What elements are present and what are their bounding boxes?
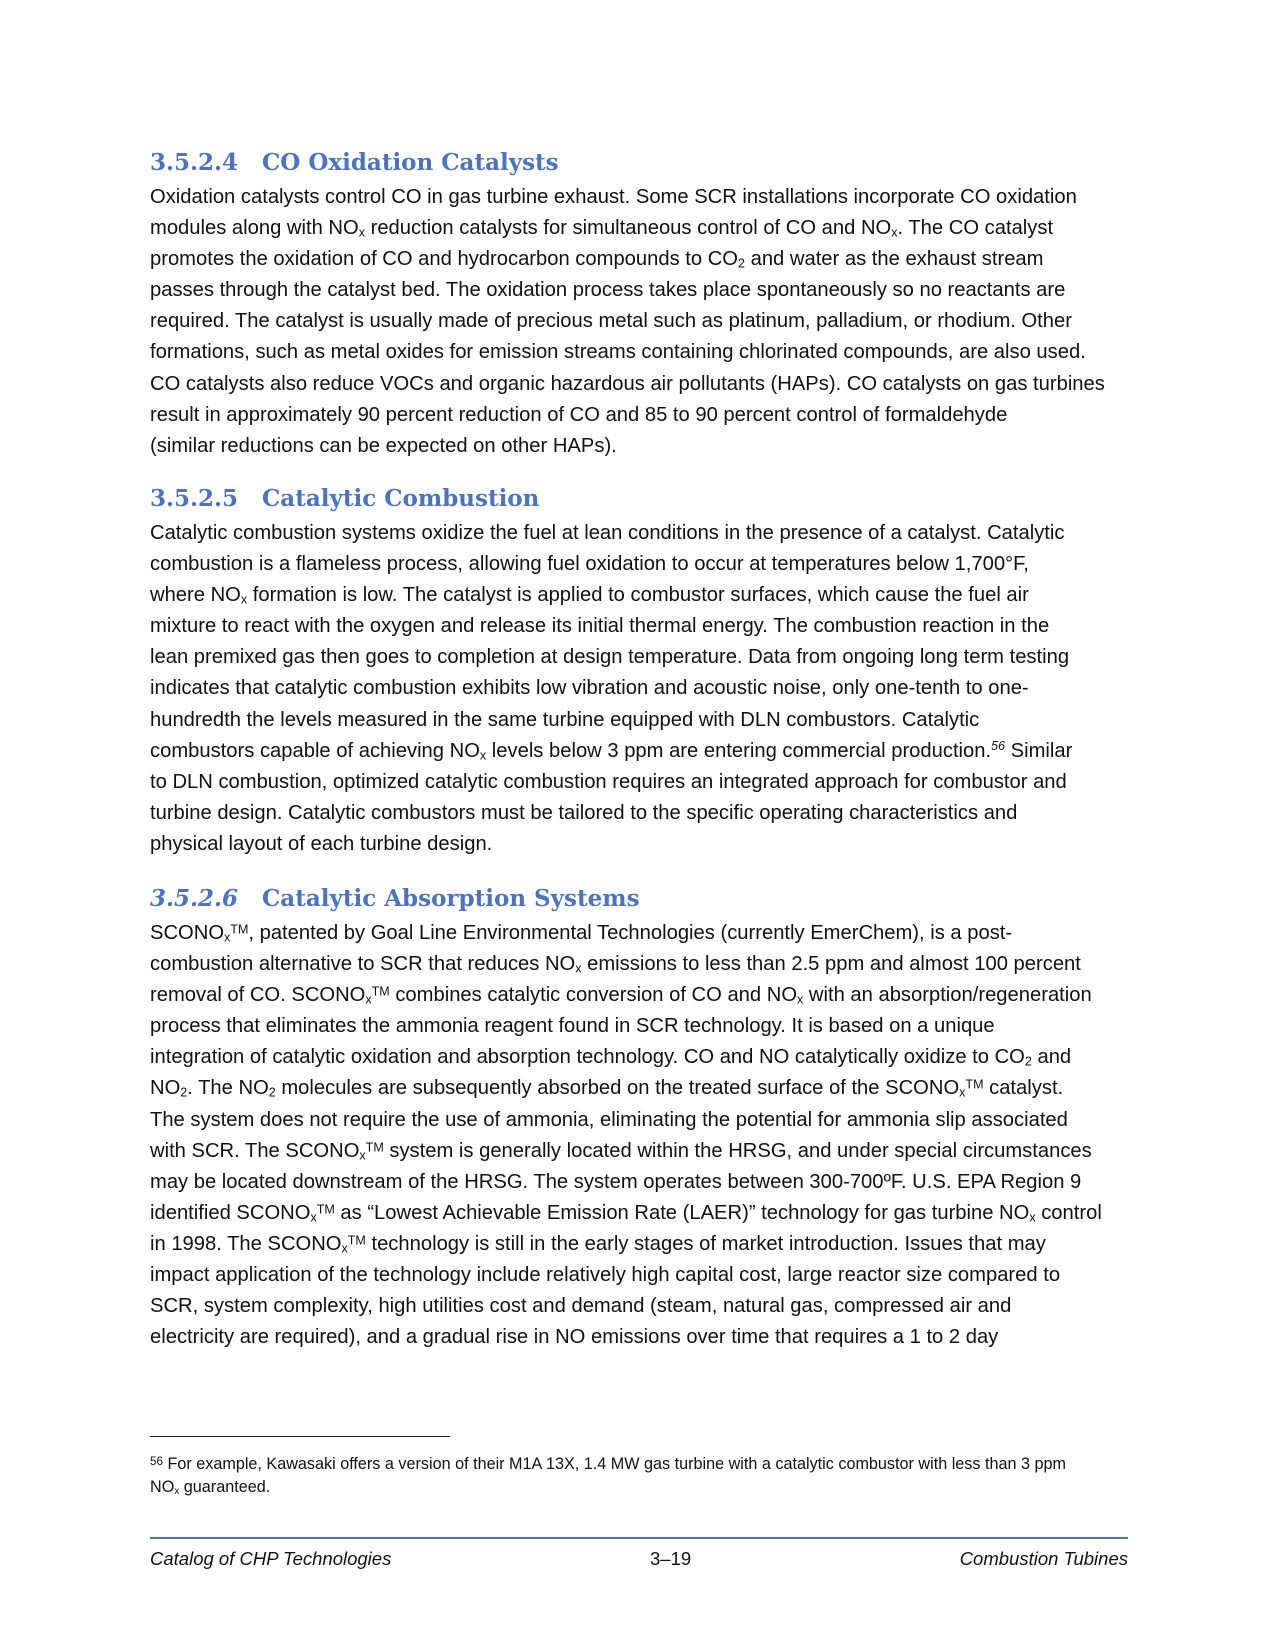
- paragraph-line: (similar reductions can be expected on other HAPs).: [150, 434, 617, 457]
- section-co-oxidation-catalysts: [150, 148, 1105, 462]
- section-catalytic-combustion: [150, 484, 1072, 860]
- footer-divider: [150, 1537, 1128, 1539]
- paragraph-line: hundredth the levels measured in the same turbine equipped with DLN combustors. Catalytic: [150, 708, 980, 731]
- paragraph-line: turbine design. Catalytic combustors must be tailored to the specific operating characteristics and: [150, 801, 1018, 824]
- paragraph-line: passes through the catalyst bed. The oxidation process takes place spontaneously so no reactants are: [150, 279, 1066, 302]
- footnote-number: 56: [150, 1455, 163, 1468]
- paragraph-line: mixture to react with the oxygen and release its initial thermal energy. The combustion reaction in the: [150, 615, 1050, 638]
- paragraph-line: removal of CO. $SCONO_x™$ combines catalytic conversion of CO and $NO_x$ with an absorption/regeneration: [150, 984, 1092, 1007]
- section-catalytic-absorption-systems: [150, 884, 1102, 1353]
- paragraph-line: combustion is a flameless process, allowing fuel oxidation to occur at temperatures below 1,700°F,: [150, 553, 1029, 576]
- paragraph-line: $SCONO_x™$, patented by Goal Line Environmental Technologies (currently EmerChem), is a post-: [150, 922, 1013, 945]
- section-paragraph: [150, 918, 1102, 1353]
- paragraph-line: modules along with $NO_x$ reduction catalysts for simultaneous control of CO and $NO_x$. The CO catalyst: [150, 217, 1054, 240]
- paragraph-line: result in approximately 90 percent reduction of CO and 85 to 90 percent control of formaldehyde: [150, 403, 1008, 426]
- section-paragraph: [150, 182, 1105, 462]
- paragraph-line: SCR, system complexity, high utilities cost and demand (steam, natural gas, compressed air and: [150, 1295, 1012, 1318]
- paragraph-line: identified $SCONO_x™$ as “Lowest Achievable Emission Rate (LAER)” technology for gas turbine $NO_x$ control: [150, 1201, 1102, 1225]
- paragraph-line: required. The catalyst is usually made of precious metal such as platinum, palladium, or rhodium. Other: [150, 310, 1072, 333]
- section-title: Catalytic Absorption Systems: [262, 885, 640, 912]
- paragraph-line: physical layout of each turbine design.: [150, 832, 493, 855]
- paragraph-line: impact application of the technology include relatively high capital cost, large reactor size compared to: [150, 1264, 1061, 1287]
- footer-page-number: 3–19: [650, 1548, 692, 1569]
- footer-chapter-title: Combustion Tubines: [959, 1548, 1128, 1569]
- footnote-text-line1: For example, Kawasaki offers a version of their M1A 13X, 1.4 MW gas turbine with a catalytic combustor with less than 3 ppm: [162, 1455, 1066, 1474]
- paragraph-line: electricity are required), and a gradual rise in NO emissions over time that requires a 1 to 2 day: [150, 1326, 999, 1349]
- paragraph-line: lean premixed gas then goes to completion at design temperature. Data from ongoing long term testing: [150, 646, 1070, 669]
- paragraph-line: CO catalysts also reduce VOCs and organic hazardous air pollutants (HAPs). CO catalysts on gas turbines: [150, 372, 1105, 395]
- paragraph-line: may be located downstream of the HRSG. The system operates between 300-700ºF. U.S. EPA Region 9: [150, 1170, 1082, 1193]
- footer-document-title: Catalog of CHP Technologies: [150, 1548, 392, 1569]
- paragraph-line: process that eliminates the ammonia reagent found in SCR technology. It is based on a unique: [150, 1015, 995, 1038]
- paragraph-line: in 1998. The $SCONO_x™$ technology is still in the early stages of market introduction. Issues that may: [150, 1232, 1046, 1256]
- paragraph-line: with SCR. The $SCONO_x™$ system is generally located within the HRSG, and under special circumstances: [150, 1139, 1092, 1163]
- footnote-text-line2: $NO_x$ guaranteed.: [150, 1478, 271, 1498]
- footnote-divider: [150, 1436, 450, 1437]
- paragraph-line: to DLN combustion, optimized catalytic combustion requires an integrated approach for combustor and: [150, 770, 1067, 793]
- paragraph-line: Oxidation catalysts control CO in gas turbine exhaust. Some SCR installations incorporate CO oxidation: [150, 186, 1077, 208]
- section-heading: [150, 148, 1105, 178]
- paragraph-line: formations, such as metal oxides for emission streams containing chlorinated compounds, are also used.: [150, 341, 1086, 364]
- paragraph-line: Catalytic combustion systems oxidize the fuel at lean conditions in the presence of a catalyst. Catalytic: [150, 522, 1065, 544]
- paragraph-line: where $NO_x$ formation is low. The catalyst is applied to combustor surfaces, which cause the fuel air: [150, 584, 1029, 607]
- paragraph-line: integration of catalytic oxidation and absorption technology. CO and NO catalytically oxidize to $CO_2$ and: [150, 1046, 1072, 1069]
- paragraph-line: combustors capable of achieving $NO_x$ levels below 3 ppm are entering commercial production.$^{56}$ Similar: [150, 738, 1073, 763]
- section-number: 3.5.2.4: [150, 149, 239, 176]
- section-title: Catalytic Combustion: [262, 485, 540, 512]
- section-heading: [150, 484, 1072, 514]
- paragraph-line: $NO_2$. The $NO_2$ molecules are subsequently absorbed on the treated surface of the $SCONO_x™$ catalyst.: [150, 1077, 1064, 1100]
- paragraph-line: indicates that catalytic combustion exhibits low vibration and acoustic noise, only one-tenth to one-: [150, 677, 1029, 700]
- paragraph-line: combustion alternative to SCR that reduces $NO_x$ emissions to less than 2.5 ppm and almost 100 percent: [150, 953, 1081, 976]
- section-heading: [150, 884, 1102, 914]
- footnote: [150, 1450, 1130, 1499]
- section-title: CO Oxidation Catalysts: [262, 149, 559, 176]
- section-number: 3.5.2.6: [150, 885, 239, 912]
- paragraph-line: promotes the oxidation of CO and hydrocarbon compounds to $CO_2$ and water as the exhaust stream: [150, 248, 1044, 271]
- paragraph-line: The system does not require the use of ammonia, eliminating the potential for ammonia slip associated: [150, 1108, 1068, 1131]
- section-number: 3.5.2.5: [150, 485, 239, 512]
- section-paragraph: [150, 518, 1072, 860]
